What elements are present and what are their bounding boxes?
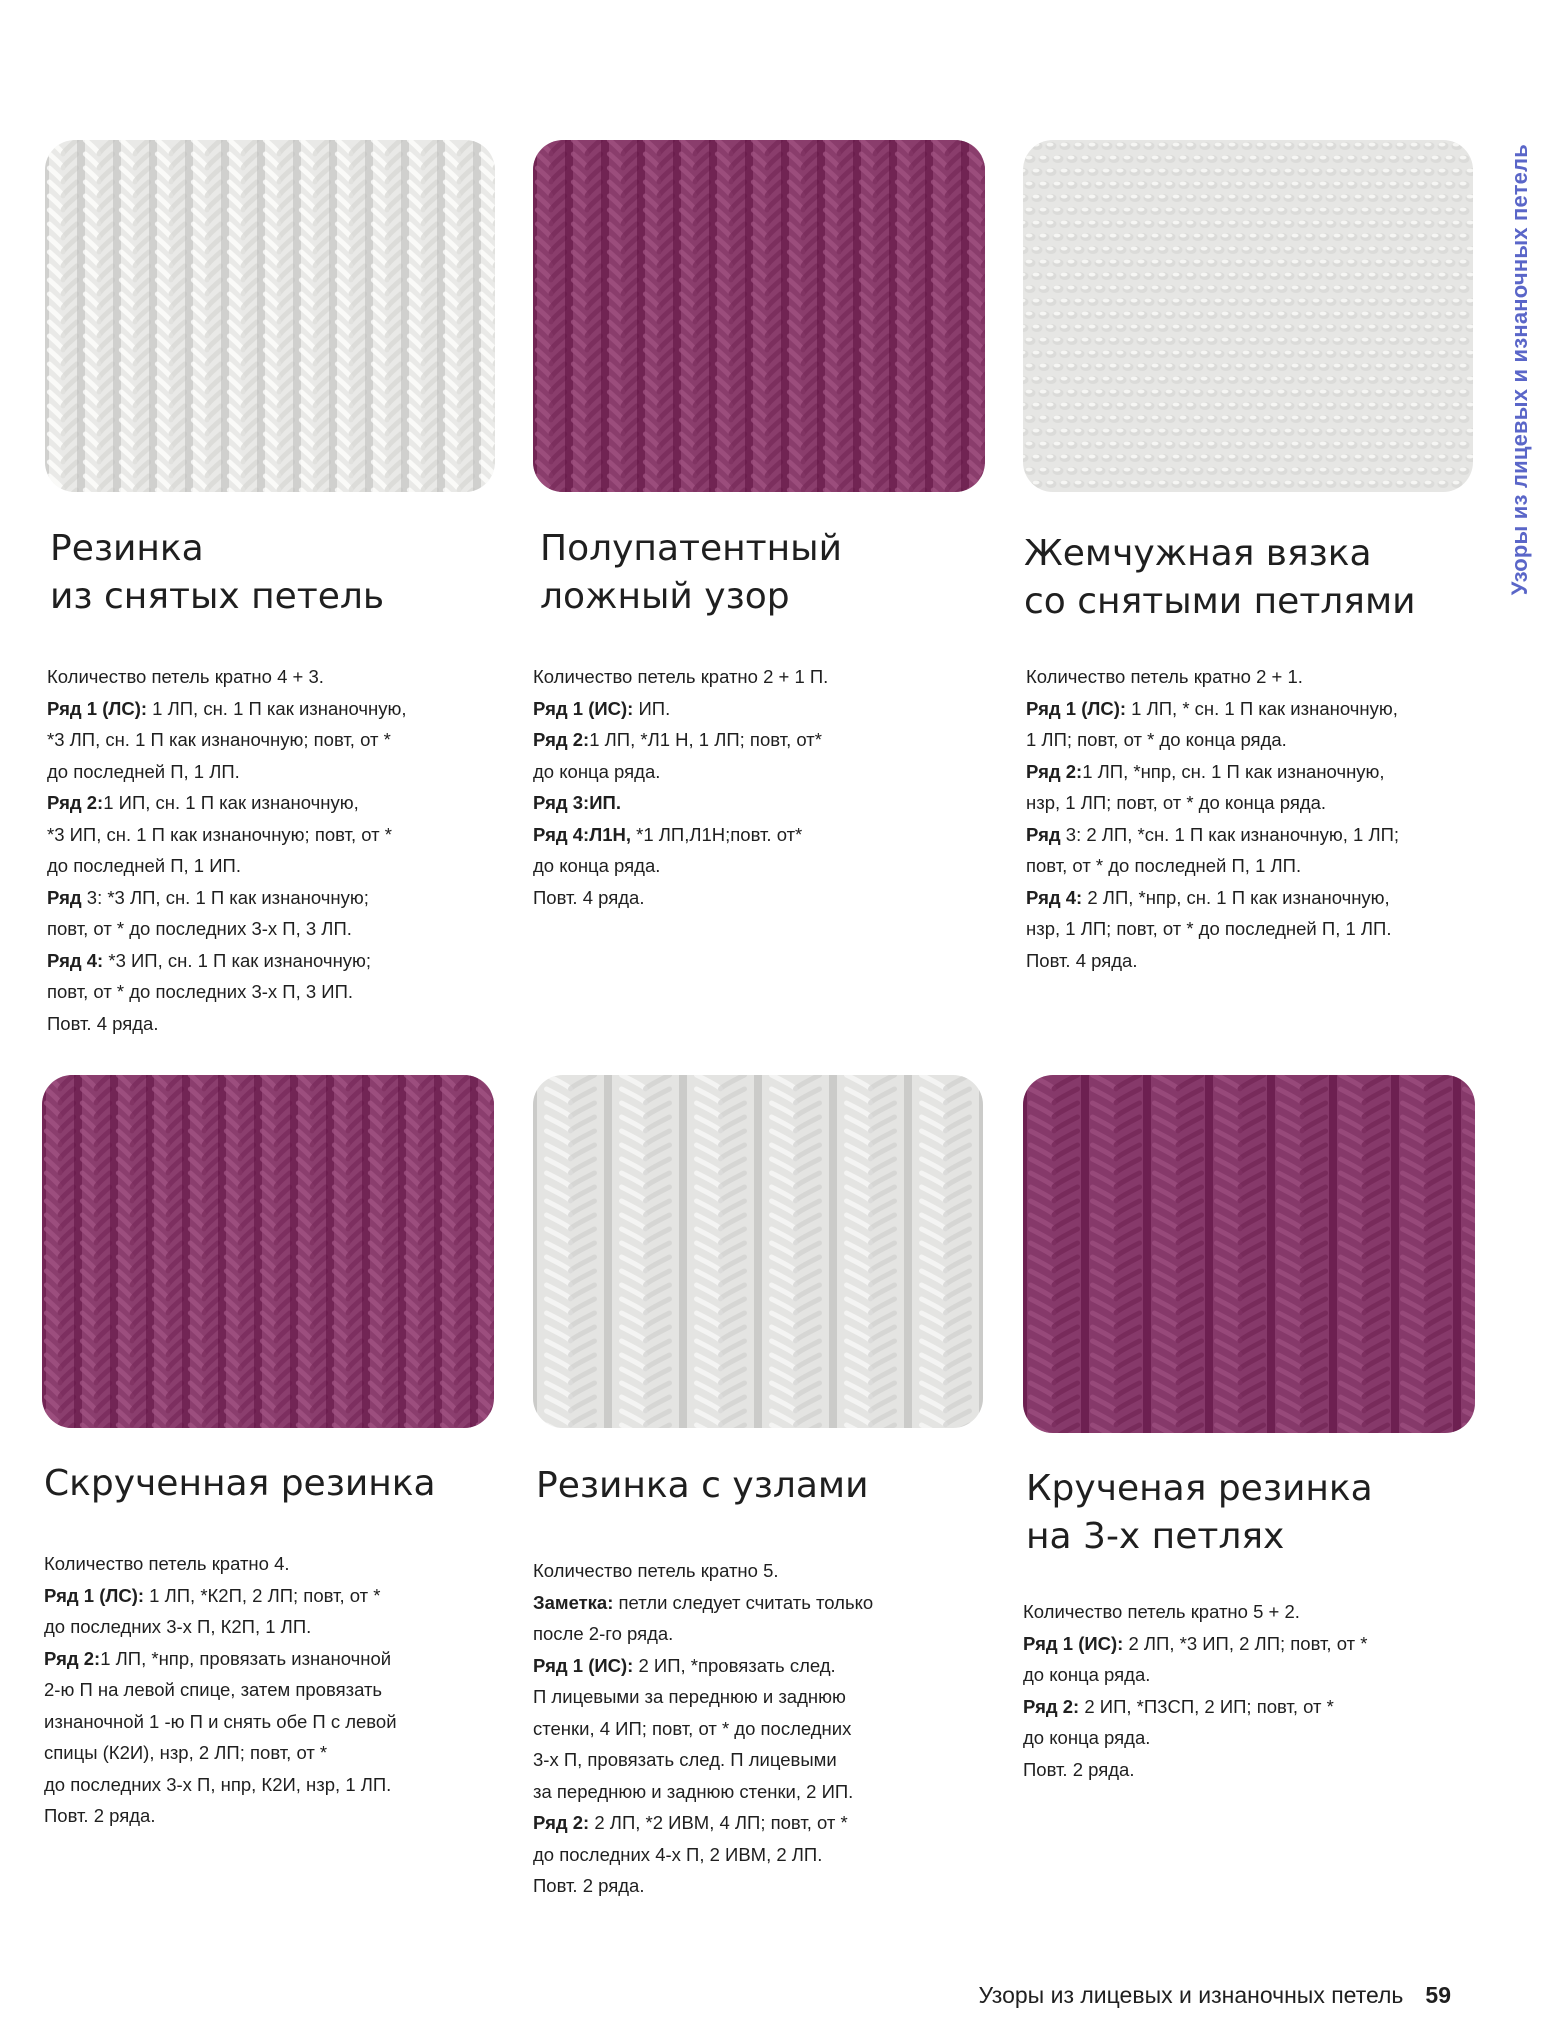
pattern-title-4: [44, 1460, 436, 1508]
instruction-line: [44, 1769, 397, 1801]
instruction-line: [1026, 661, 1399, 693]
instruction-line: [47, 945, 407, 977]
pattern-instructions-6: [1023, 1596, 1367, 1785]
row-text: 1 ЛП, * сн. 1 П как изнаночную,: [1126, 697, 1398, 719]
swatch-texture-knot-rib: [533, 1075, 983, 1428]
pattern-title-line: на 3-х петлях: [1026, 1516, 1285, 1557]
swatch-texture-twisted: [1023, 1075, 1475, 1433]
row-label: Ряд 2:: [533, 1812, 590, 1833]
row-label: Заметка:: [533, 1591, 614, 1613]
row-text: 2 ЛП, *3 ИП, 2 ЛП; повт, от *: [1123, 1632, 1368, 1654]
row-label: Ряд 1 (ЛС):: [47, 697, 148, 719]
swatch-photo-2: [533, 140, 985, 492]
instruction-line: [533, 1807, 873, 1839]
instruction-line: [1023, 1659, 1367, 1691]
row-text: Повт. 4 ряда.: [533, 886, 645, 908]
row-text: до конца ряда.: [1023, 1727, 1151, 1748]
instruction-line: [47, 850, 407, 882]
row-text: 3: *3 ЛП, сн. 1 П как изнаночную;: [81, 886, 369, 908]
pattern-instructions-4: [44, 1548, 397, 1832]
row-text: до последней П, 1 ИП.: [47, 855, 241, 876]
row-label: Ряд 4:: [47, 949, 104, 971]
instruction-line: [533, 756, 828, 788]
pattern-title-line: Крученая резинка: [1026, 1468, 1373, 1509]
instruction-line: [1023, 1628, 1367, 1660]
row-text: Повт. 4 ряда.: [47, 1012, 159, 1034]
pattern-title-line: Полупатентный: [540, 528, 842, 569]
row-text: 1 ИП, сн. 1 П как изнаночную,: [103, 792, 359, 813]
row-text: 2 ИП, *провязать след.: [633, 1654, 836, 1676]
instruction-line: [533, 1839, 873, 1871]
row-label: Ряд 1 (ИС):: [1023, 1632, 1124, 1654]
row-text: 2 ЛП, *2 ИВМ, 4 ЛП; повт, от *: [589, 1812, 848, 1833]
instruction-line: [47, 756, 407, 788]
swatch-photo-1: [45, 140, 495, 492]
side-section-tab: [1500, 120, 1540, 620]
instruction-line: [44, 1737, 397, 1769]
pattern-instructions-1: [47, 661, 407, 1039]
instruction-line: [533, 661, 828, 693]
row-label: Ряд 3:ИП.: [533, 792, 621, 813]
instruction-line: [1026, 724, 1399, 756]
row-text: 1 ЛП; повт, от * до конца ряда.: [1026, 729, 1287, 750]
row-text: повт, от * до последних 3-х П, 3 ЛП.: [47, 918, 352, 939]
instruction-line: [533, 1681, 873, 1713]
instruction-line: [47, 882, 407, 914]
instruction-line: [1023, 1754, 1367, 1786]
instruction-line: [1023, 1596, 1367, 1628]
swatch-texture-ribbed: [45, 140, 495, 492]
row-text: *3 ИП, сн. 1 П как изнаночную; повт, от *: [47, 823, 392, 845]
instruction-line: [44, 1611, 397, 1643]
instruction-line: [44, 1800, 397, 1832]
pattern-instructions-3: [1026, 661, 1399, 976]
instruction-line: [44, 1580, 397, 1612]
row-label: Ряд 1 (ИС):: [533, 1654, 634, 1676]
pattern-title-2: [540, 525, 842, 621]
instruction-line: [533, 1618, 873, 1650]
row-text: до последней П, 1 ЛП.: [47, 760, 240, 782]
row-text: Повт. 2 ряда.: [1023, 1758, 1135, 1780]
instruction-line: [1026, 787, 1399, 819]
row-label: Ряд 2:: [1026, 760, 1083, 782]
instruction-line: [1023, 1722, 1367, 1754]
pattern-title-6: [1026, 1465, 1373, 1561]
instruction-line: [1023, 1691, 1367, 1723]
pattern-instructions-5: [533, 1555, 873, 1902]
row-text: *3 ЛП, сн. 1 П как изнаночную; повт, от *: [47, 729, 391, 750]
instruction-line: [533, 724, 828, 756]
page-footer: [978, 1982, 1451, 2009]
row-text: 2-ю П на левой спице, затем провязать: [44, 1679, 383, 1700]
instruction-line: [1026, 819, 1399, 851]
row-label: Ряд 1 (ИС):: [533, 697, 634, 719]
instruction-line: [47, 661, 407, 693]
pattern-title-line: из снятых петель: [50, 576, 385, 617]
pattern-title-line: со снятыми петлями: [1024, 581, 1416, 622]
pattern-title-line: Жемчужная вязка: [1024, 533, 1372, 574]
row-text: 1 ЛП, *нпр, провязать изнаночной: [100, 1647, 392, 1669]
instruction-line: [533, 1555, 873, 1587]
instruction-line: [47, 1008, 407, 1040]
swatch-photo-4: [42, 1075, 494, 1428]
row-text: Количество петель кратно 4 + 3.: [47, 666, 324, 687]
instruction-line: [1026, 945, 1399, 977]
instruction-line: [1026, 850, 1399, 882]
page-number: 59: [1425, 1982, 1451, 2008]
row-text: нзр, 1 ЛП; повт, от * до последней П, 1 ЛП.: [1026, 918, 1392, 939]
footer-section-title: Узоры из лицевых и изнаночных петель: [978, 1982, 1404, 2008]
instruction-line: [533, 1744, 873, 1776]
instruction-line: [1026, 693, 1399, 725]
row-text: нзр, 1 ЛП; повт, от * до конца ряда.: [1026, 792, 1327, 813]
row-text: до последних 3-х П, К2П, 1 ЛП.: [44, 1616, 312, 1637]
pattern-instructions-2: [533, 661, 828, 913]
row-text: Повт. 2 ряда.: [44, 1805, 156, 1826]
row-text: изнаночной 1 -ю П и снять обе П с левой: [44, 1710, 397, 1732]
instruction-line: [533, 1650, 873, 1682]
instruction-line: [533, 1870, 873, 1902]
instruction-line: [44, 1706, 397, 1738]
pattern-title-3: [1024, 530, 1416, 626]
instruction-line: [1026, 882, 1399, 914]
instruction-line: [533, 693, 828, 725]
instruction-line: [1026, 756, 1399, 788]
row-label: Ряд: [1026, 823, 1061, 845]
row-text: стенки, 4 ИП; повт, от * до последних: [533, 1717, 852, 1739]
row-text: 2 ИП, *П3СП, 2 ИП; повт, от *: [1079, 1695, 1334, 1717]
row-text: *3 ИП, сн. 1 П как изнаночную;: [103, 949, 372, 971]
row-text: Повт. 4 ряда.: [1026, 949, 1138, 971]
row-text: петли следует считать только: [613, 1591, 874, 1613]
row-text: 1 ЛП, *нпр, сн. 1 П как изнаночную,: [1082, 760, 1385, 782]
row-text: до последних 4-х П, 2 ИВМ, 2 ЛП.: [533, 1843, 823, 1865]
row-text: Количество петель кратно 2 + 1.: [1026, 666, 1303, 687]
row-text: после 2-го ряда.: [533, 1623, 674, 1644]
instruction-line: [533, 882, 828, 914]
instruction-line: [533, 1587, 873, 1619]
instruction-line: [533, 819, 828, 851]
instruction-line: [533, 787, 828, 819]
row-text: 1 ЛП, сн. 1 П как изнаночную,: [147, 697, 407, 719]
row-label: Ряд 2:: [44, 1647, 101, 1669]
row-label: Ряд 2:: [47, 792, 104, 813]
instruction-line: [47, 787, 407, 819]
instruction-line: [47, 819, 407, 851]
row-text: Количество петель кратно 5 + 2.: [1023, 1601, 1300, 1622]
row-text: до конца ряда.: [533, 760, 661, 782]
row-text: 3: 2 ЛП, *сн. 1 П как изнаночную, 1 ЛП;: [1060, 823, 1400, 845]
row-text: за переднюю и заднюю стенки, 2 ИП.: [533, 1780, 854, 1802]
row-text: до конца ряда.: [1023, 1664, 1151, 1685]
row-text: 1 ЛП, *К2П, 2 ЛП; повт, от *: [144, 1584, 381, 1606]
pattern-title-line: Скрученная резинка: [44, 1463, 436, 1504]
swatch-photo-5: [533, 1075, 983, 1428]
pattern-title-line: Резинка: [50, 528, 204, 569]
row-text: до конца ряда.: [533, 855, 661, 876]
row-text: Количество петель кратно 4.: [44, 1553, 290, 1574]
row-text: 3-х П, провязать след. П лицевыми: [533, 1749, 837, 1770]
instruction-line: [47, 913, 407, 945]
row-text: повт, от * до последних 3-х П, 3 ИП.: [47, 981, 354, 1002]
instruction-line: [1026, 913, 1399, 945]
row-label: Ряд 4:Л1Н,: [533, 823, 631, 845]
instruction-line: [533, 1713, 873, 1745]
swatch-photo-3: [1023, 140, 1473, 492]
swatch-texture-seed: [1023, 140, 1473, 492]
row-text: 2 ЛП, *нпр, сн. 1 П как изнаночную,: [1082, 886, 1390, 908]
side-tab-text: Узоры из лицевых и изнаночных петель: [1507, 144, 1532, 596]
row-text: до последних 3-х П, нпр, К2И, нзр, 1 ЛП.: [44, 1773, 392, 1795]
row-text: спицы (К2И), нзр, 2 ЛП; повт, от *: [44, 1742, 328, 1763]
swatch-texture-ribbed: [533, 140, 985, 492]
row-text: повт, от * до последней П, 1 ЛП.: [1026, 855, 1302, 876]
row-text: *1 ЛП,Л1Н;повт. от*: [631, 823, 803, 845]
pattern-title-line: Резинка с узлами: [536, 1465, 869, 1506]
row-label: Ряд 4:: [1026, 886, 1083, 908]
pattern-title-5: [536, 1462, 869, 1510]
pattern-title-1: [50, 525, 384, 621]
swatch-photo-6: [1023, 1075, 1475, 1433]
instruction-line: [533, 850, 828, 882]
row-text: Повт. 2 ряда.: [533, 1875, 645, 1896]
row-text: Количество петель кратно 5.: [533, 1560, 779, 1581]
instruction-line: [47, 693, 407, 725]
row-label: Ряд 2:: [1023, 1695, 1080, 1717]
row-text: Количество петель кратно 2 + 1 П.: [533, 666, 829, 687]
row-text: ИП.: [633, 697, 671, 719]
instruction-line: [44, 1674, 397, 1706]
instruction-line: [44, 1548, 397, 1580]
row-label: Ряд 1 (ЛС):: [1026, 697, 1127, 719]
pattern-title-line: ложный узор: [540, 576, 790, 617]
row-label: Ряд 1 (ЛС):: [44, 1584, 145, 1606]
instruction-line: [533, 1776, 873, 1808]
row-text: 1 ЛП, *Л1 Н, 1 ЛП; повт, от*: [589, 729, 822, 750]
row-label: Ряд: [47, 886, 82, 908]
row-label: Ряд 2:: [533, 729, 590, 750]
instruction-line: [44, 1643, 397, 1675]
swatch-texture-twisted: [42, 1075, 494, 1428]
instruction-line: [47, 976, 407, 1008]
row-text: П лицевыми за переднюю и заднюю: [533, 1686, 846, 1707]
instruction-line: [47, 724, 407, 756]
